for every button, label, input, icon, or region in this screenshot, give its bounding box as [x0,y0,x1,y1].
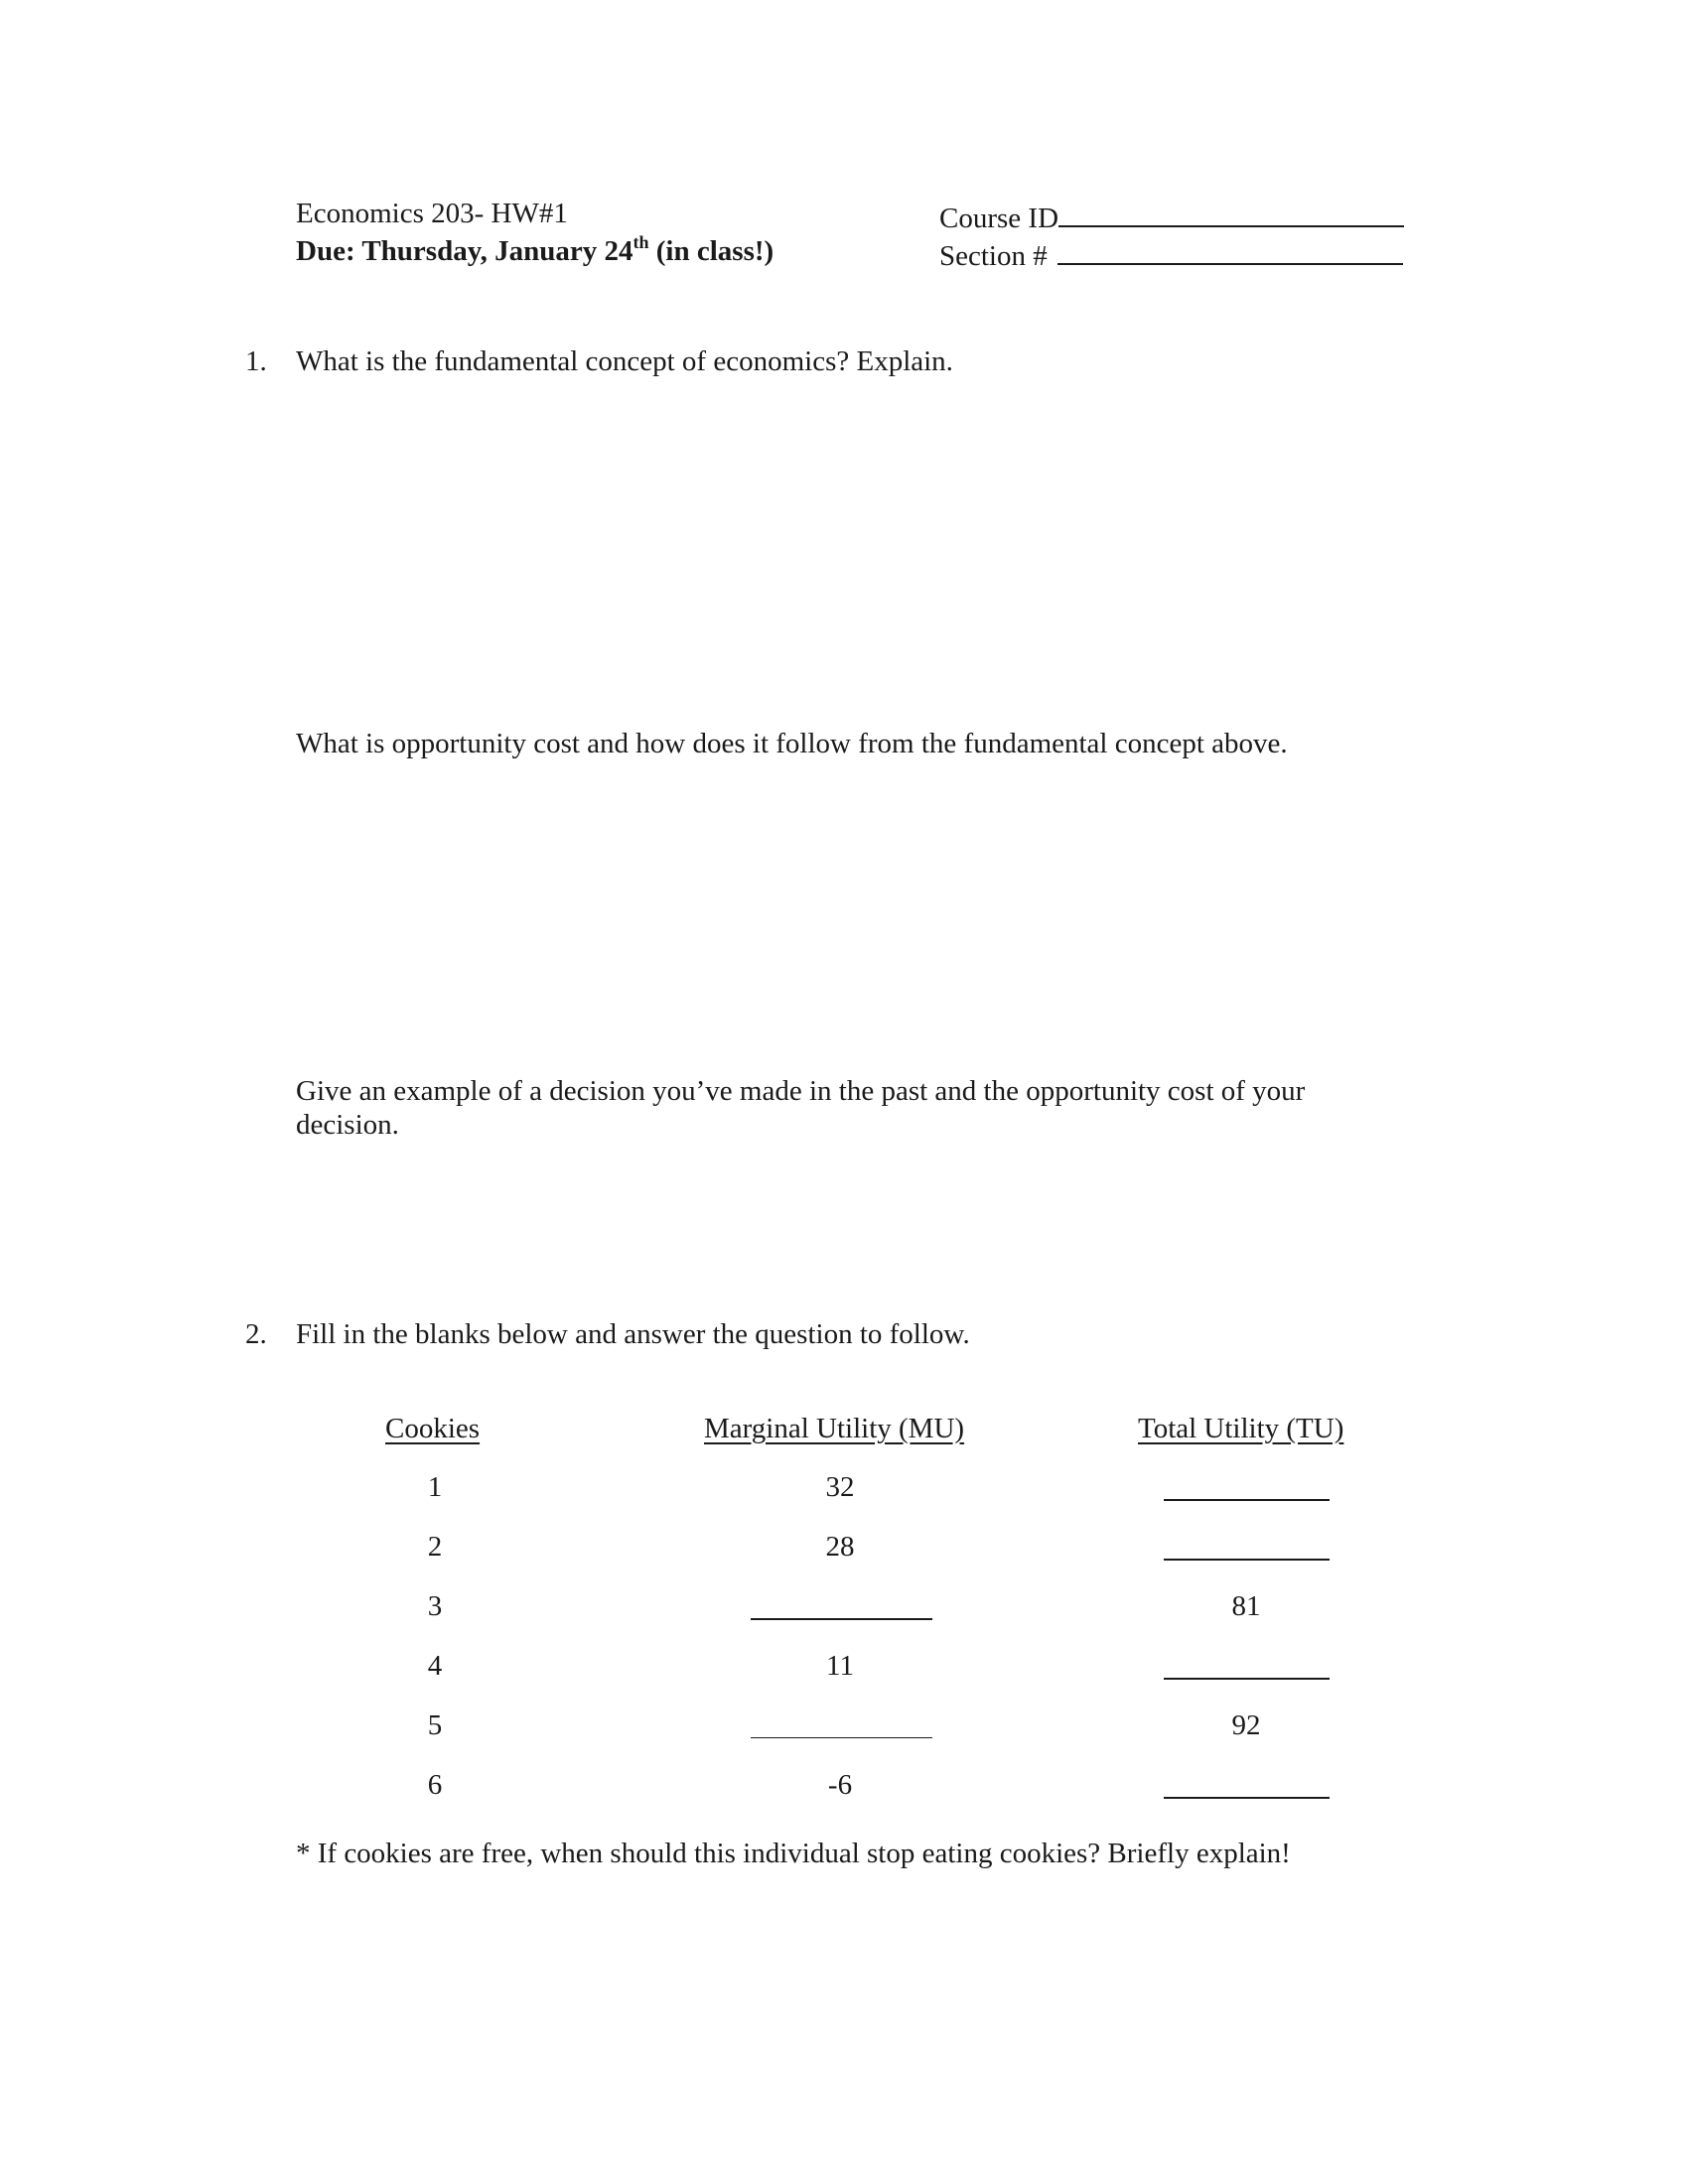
course-id-blank[interactable] [1058,198,1404,227]
question-2-followup: * If cookies are free, when should this individual stop eating cookies? Briefly explain! [296,1838,1291,1869]
row-3-cookies: 3 [427,1590,443,1622]
course-id-label: Course ID [939,203,1059,234]
row-2-mu: 28 [825,1531,855,1563]
row-5-cookies: 5 [427,1709,443,1741]
question-1b-text: What is opportunity cost and how does it follow from the fundamental concept above. [296,728,1288,759]
section-blank[interactable] [1057,235,1403,265]
row-5-mu-blank[interactable] [751,1737,932,1738]
due-date-suffix: (in class!) [648,235,774,267]
row-3-mu-blank[interactable] [751,1618,932,1620]
due-date-prefix: Due: Thursday, January 24 [296,235,633,267]
section-field[interactable] [939,235,1403,273]
course-title: Economics 203- HW#1 [296,198,568,229]
question-1c-line-2: decision. [296,1109,399,1141]
row-4-cookies: 4 [427,1650,443,1682]
row-1-cookies: 1 [427,1471,443,1503]
question-2-number: 2. [245,1318,267,1350]
row-4-mu: 11 [826,1650,854,1682]
section-label: Section # [939,240,1048,272]
row-3-tu: 81 [1231,1590,1261,1622]
header-cookies: Cookies [385,1413,481,1444]
row-6-tu-blank[interactable] [1164,1797,1330,1799]
due-date-superscript: th [633,232,649,252]
row-6-mu: -6 [827,1769,853,1801]
row-2-cookies: 2 [427,1531,443,1563]
question-1-number: 1. [245,345,267,377]
course-id-field[interactable] [939,198,1404,235]
row-2-tu-blank[interactable] [1164,1559,1330,1561]
header-total-utility: Total Utility (TU) [1138,1413,1344,1444]
question-2-text: Fill in the blanks below and answer the question to follow. [296,1318,970,1350]
row-4-tu-blank[interactable] [1164,1678,1330,1680]
question-1c-line-1: Give an example of a decision you’ve made in the past and the opportunity cost of your [296,1075,1306,1107]
row-6-cookies: 6 [427,1769,443,1801]
row-1-mu: 32 [825,1471,855,1503]
due-date [296,232,774,268]
row-5-tu: 92 [1231,1709,1261,1741]
row-1-tu-blank[interactable] [1164,1499,1330,1501]
question-1-text: What is the fundamental concept of economics? Explain. [296,345,953,377]
header-marginal-utility: Marginal Utility (MU) [704,1413,965,1444]
